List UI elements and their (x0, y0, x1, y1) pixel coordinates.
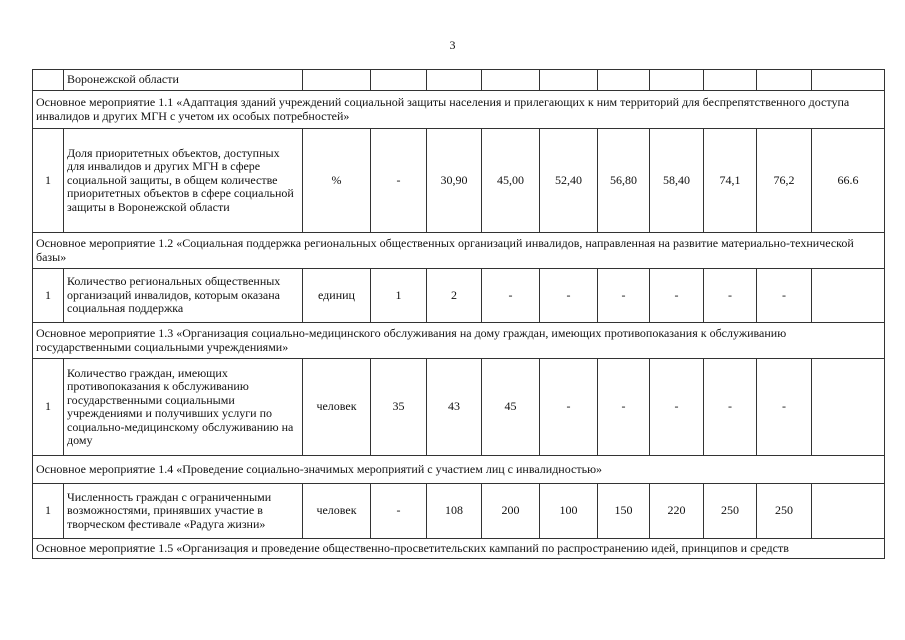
table-row (33, 359, 885, 456)
page-number: 3 (449, 38, 456, 52)
value-cell: 100 (540, 484, 598, 539)
value-cell: 108 (427, 484, 482, 539)
value-cell: 250 (757, 484, 812, 539)
table-row (33, 484, 885, 539)
section-row (33, 91, 885, 129)
value-cell: 220 (650, 484, 704, 539)
value-cell (812, 269, 885, 323)
value-cell: - (757, 359, 812, 456)
indicator-name-cell: Количество региональных общественных организаций инвалидов, которым оказана социальная поддержка (64, 269, 303, 323)
section-row (33, 323, 885, 359)
value-cell: - (371, 484, 427, 539)
value-cell: 66.6 (812, 129, 885, 233)
section-title: Основное мероприятие 1.2 «Социальная поддержка региональных общественных организаций инвалидов, направленная на развитие материально-технической базы» (33, 233, 885, 269)
value-cell (812, 359, 885, 456)
value-cell: 58,40 (650, 129, 704, 233)
row-number-cell: 1 (33, 359, 64, 456)
value-cell: 2 (427, 269, 482, 323)
value-cell: - (540, 359, 598, 456)
value-cell: 200 (482, 484, 540, 539)
value-cell (427, 70, 482, 91)
value-cell (650, 70, 704, 91)
value-cell: 150 (598, 484, 650, 539)
value-cell (704, 70, 757, 91)
value-cell: - (371, 129, 427, 233)
value-cell: 35 (371, 359, 427, 456)
value-cell (371, 70, 427, 91)
section-row (33, 539, 885, 559)
unit-cell: человек (303, 359, 371, 456)
value-cell: - (540, 269, 598, 323)
section-title: Основное мероприятие 1.5 «Организация и проведение общественно-просветительских кампаний по распространению идей, принципов и средств (33, 539, 885, 559)
value-cell: 30,90 (427, 129, 482, 233)
value-cell (757, 70, 812, 91)
section-row (33, 456, 885, 484)
value-cell: - (704, 269, 757, 323)
value-cell: - (598, 359, 650, 456)
value-cell: 45,00 (482, 129, 540, 233)
section-title: Основное мероприятие 1.4 «Проведение социально-значимых мероприятий с участием лиц с инвалидностью» (33, 456, 885, 484)
unit-cell: единиц (303, 269, 371, 323)
value-cell (598, 70, 650, 91)
value-cell: 74,1 (704, 129, 757, 233)
indicators-table (32, 69, 885, 559)
row-number-cell: 1 (33, 484, 64, 539)
value-cell: - (650, 269, 704, 323)
value-cell: - (704, 359, 757, 456)
section-title: Основное мероприятие 1.1 «Адаптация зданий учреждений социальной защиты населения и прилегающих к ним территорий для беспрепятственного доступа инвалидов и других МГН с учетом их особых потребностей» (33, 91, 885, 129)
indicator-name-cell: Численность граждан с ограниченными возможностями, принявших участие в творческом фестивале «Радуга жизни» (64, 484, 303, 539)
row-number-cell: 1 (33, 129, 64, 233)
table-row (33, 129, 885, 233)
value-cell: - (757, 269, 812, 323)
table-row (33, 70, 885, 91)
table-row (33, 269, 885, 323)
value-cell: - (650, 359, 704, 456)
value-cell: 76,2 (757, 129, 812, 233)
indicator-name-cell: Доля приоритетных объектов, доступных для инвалидов и других МГН в сфере социальной защиты, в общем количестве приоритетных объектов в сфере социальной защиты в Воронежской области (64, 129, 303, 233)
unit-cell: % (303, 129, 371, 233)
value-cell: 45 (482, 359, 540, 456)
indicator-name-cell: Количество граждан, имеющих противопоказания к обслуживанию государственными социальными учреждениями и получивших услуги по социально-медицинскому обслуживанию на дому (64, 359, 303, 456)
section-row (33, 233, 885, 269)
section-title: Основное мероприятие 1.3 «Организация социально-медицинского обслуживания на дому граждан, имеющих противопоказания к обслуживанию государственными социальными учреждениями» (33, 323, 885, 359)
value-cell: 56,80 (598, 129, 650, 233)
indicator-name-cell: Воронежской области (64, 70, 303, 91)
value-cell: 52,40 (540, 129, 598, 233)
value-cell: 1 (371, 269, 427, 323)
value-cell: - (482, 269, 540, 323)
unit-cell: человек (303, 484, 371, 539)
value-cell (812, 484, 885, 539)
row-number-cell (33, 70, 64, 91)
row-number-cell: 1 (33, 269, 64, 323)
value-cell (812, 70, 885, 91)
value-cell (540, 70, 598, 91)
value-cell: - (598, 269, 650, 323)
value-cell: 250 (704, 484, 757, 539)
value-cell (482, 70, 540, 91)
value-cell: 43 (427, 359, 482, 456)
unit-cell (303, 70, 371, 91)
